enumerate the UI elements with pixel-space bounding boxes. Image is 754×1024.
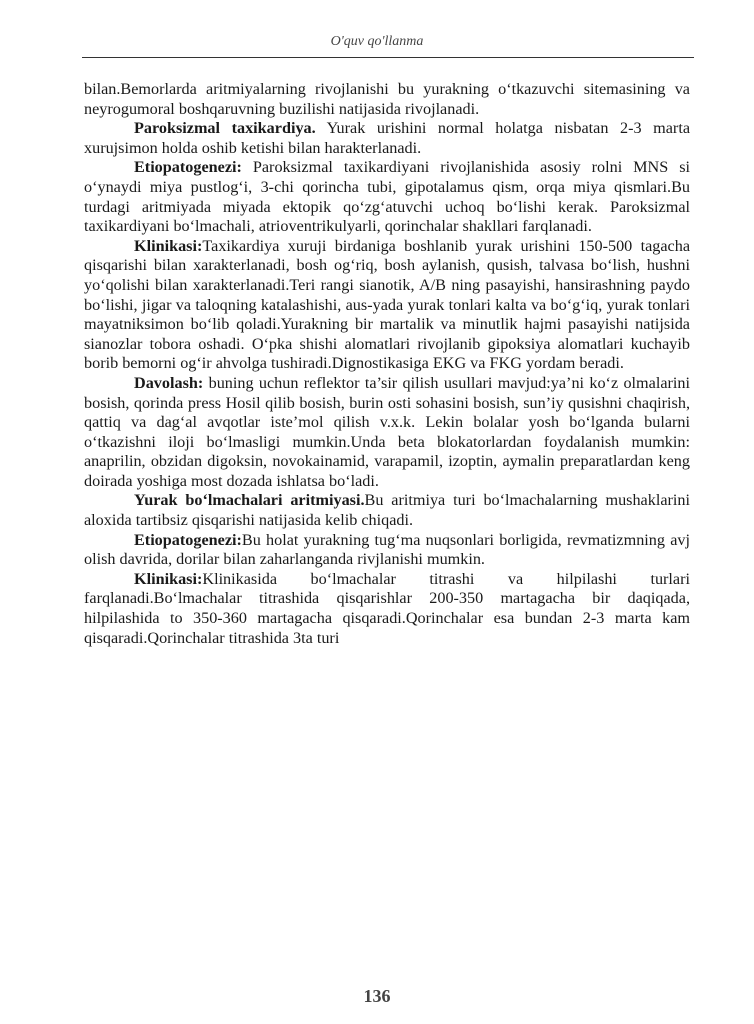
paragraph <box>84 531 690 570</box>
paragraph-heading: Klinikasi: <box>134 569 203 588</box>
paragraph-text: Bu holat yurakning tug‘ma nuqsonlari borligida, revmatizmning avj olish davrida, dorilar bilan zaharlanganda rivjlanishi mumkin. <box>84 530 690 569</box>
paragraph-heading: Yurak bo‘lmachalari aritmiyasi. <box>134 491 365 510</box>
paragraph-heading: Etiopatogenezi: <box>134 530 242 549</box>
paragraph-text: Yurak urishini normal holatga nisbatan 2-3 marta xurujsimon holda oshib ketishi bilan harakterlanadi. <box>84 119 690 157</box>
paragraph-heading: Klinikasi: <box>134 236 203 255</box>
paragraph-text: Klinikasida bo‘lmachalar titrashi va hilpilashi turlari farqlanadi.Bo‘lmachalar titrashida qisqarishlar 200-350 martagacha bir daqiqada, hilpilashida to 350-360 martagacha qisqaradi.Qorinchalar esa bundan 2-3 marta kam qisqaradi.Qorinchalar titrashida 3ta turi <box>84 569 690 647</box>
paragraph <box>84 119 690 158</box>
paragraph <box>84 237 690 374</box>
header-rule <box>82 57 694 58</box>
paragraph-heading: Etiopatogenezi: <box>134 158 242 177</box>
paragraph-text: buning uchun reflektor ta’sir qilish usullari mavjud:ya’ni ko‘z olmalarini bosish, qorinda press Hosil qilib bosish, burin osti sohasini bosish, sun’iy qusishni chaqirish, qattiq va dag‘al avqotlar iste’mol qilish v.x.k. Lekin bolalar yosh bo‘lganda bularni o‘tkazishni iloji bo‘lmasligi mumkin.Unda beta blokatorlardan foydalanish mumkin: anaprilin, obzidan digoksin, novokainamid, varapamil, izoptin, aymalin preparatlardan keng doirada yoshiga most dozada ishlatsa bo‘ladi. <box>84 373 690 490</box>
paragraph-heading: Paroksizmal taxikardiya. <box>134 119 316 138</box>
paragraph <box>84 491 690 530</box>
paragraph-text: Taxikardiya xuruji birdaniga boshlanib yurak urishini 150-500 tagacha qisqarishi bilan xarakterlanadi, bosh og‘riq, bosh aylanish, qusish, talvasa bo‘lish, hushni yo‘qolishi bilan xarakterlanadi.Teri rangi sianotik, A/B ning pasayishi, hansirashning paydo bo‘lishi, jigar va taloqning katalashishi, aus-yada yurak tonlari kalta va bo‘g‘iq, yurak tonlari mayatniksimon bo‘lib qoladi.Yurakning bir martalik va minutlik hajmi pasayishi natijsida sianozlar tobora oshadi. O‘pka shishi alomatlari rivojlanib gipoksiya alomatlari kuchayib borib bemorni og‘ir ahvolga tushiradi.Dignostikasiga EKG va FKG yordam beradi. <box>84 236 690 373</box>
paragraph-heading: Davolash: <box>134 373 204 392</box>
paragraph <box>84 374 690 492</box>
paragraph <box>84 80 690 119</box>
paragraph-text: bilan.Bemorlarda aritmiyalarning rivojlanishi bu yurakning o‘tkazuvchi sitemasining va neyrogumoral boshqaruvning buzilishi natijasida rivojlanadi. <box>84 80 690 118</box>
paragraph-text: Paroksizmal taxikardiyani rivojlanishida asosiy rolni MNS si o‘ynaydi miya pustlog‘i, 3-chi qorincha tubi, gipotalamus qism, orqa miya qismlari.Bu turdagi aritmiyada miyada ektopik qo‘zg‘atuvchi uchoq bo‘lishi kerak. Paroksizmal taxikardiyani bo‘lmachali, atrioventrikulyarli, qorinchalar shakllari farqlanadi. <box>84 158 690 236</box>
paragraph <box>84 158 690 236</box>
page-number: 136 <box>363 986 391 1006</box>
running-header: O'quv qo'llanma <box>330 34 424 49</box>
paragraph <box>84 570 690 648</box>
paragraph-text: Bu aritmiya turi bo‘lmachalarning mushaklarini aloxida tartibsiz qisqarishi natijasida kelib chiqadi. <box>84 491 690 530</box>
page-body <box>84 80 690 648</box>
